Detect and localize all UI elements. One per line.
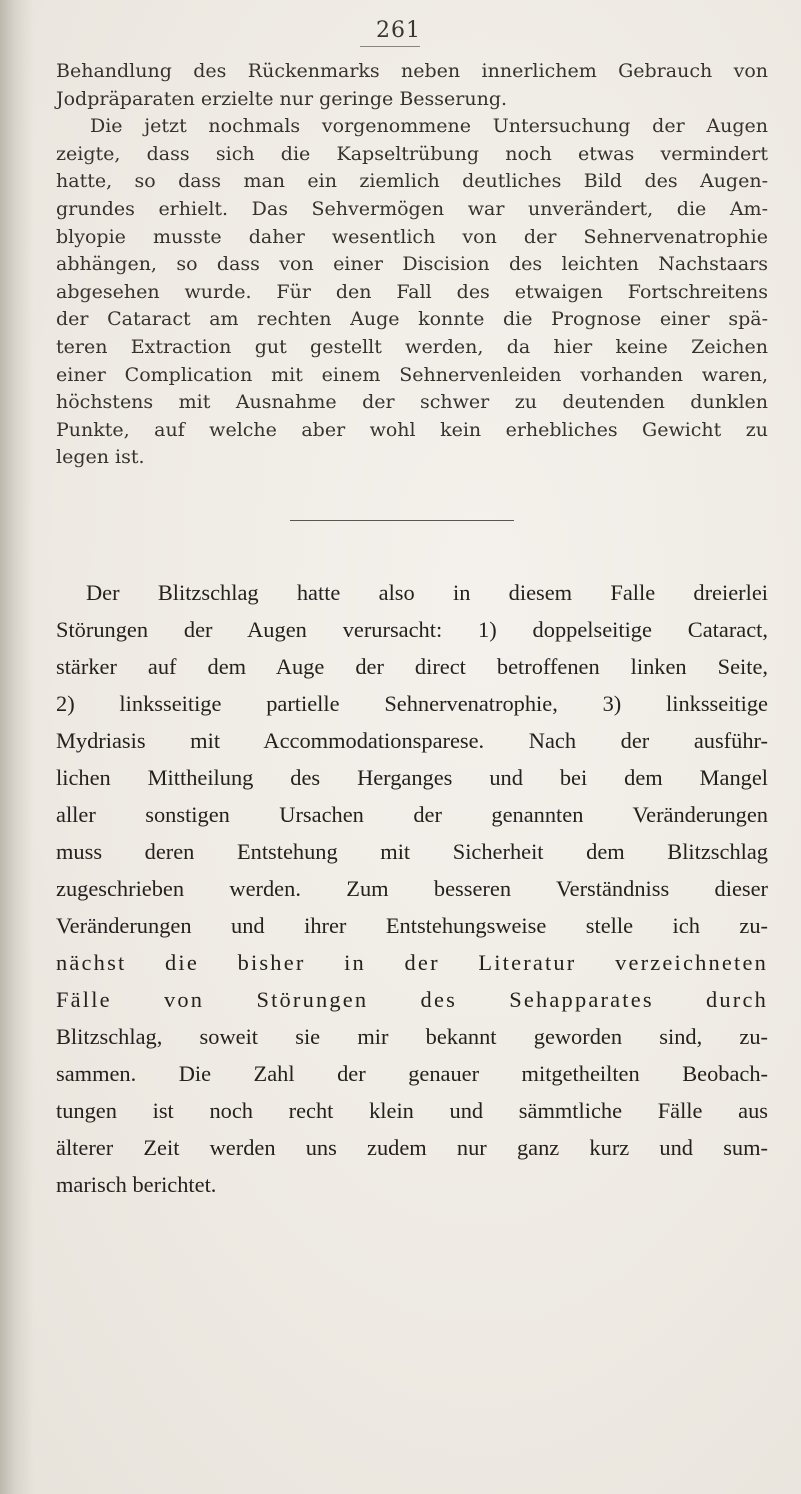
main-line: 2) linksseitige partielle Sehnervenatrophie, 3) linksseitige (56, 691, 768, 716)
case-note-paragraph (56, 58, 768, 472)
main-line: stärker auf dem Auge der direct betroffenen linken Seite, (56, 654, 768, 679)
note-line: teren Extraction gut gestellt werden, da hier keine Zeichen (56, 335, 768, 358)
page-number: 261 (376, 18, 421, 43)
note-line: höchstens mit Ausnahme der schwer zu deutenden dunklen (56, 391, 768, 414)
note-line: Jodpräparaten erzielte nur geringe Besserung. (56, 87, 508, 110)
main-paragraph (56, 574, 768, 1203)
main-line: Der Blitzschlag hatte also in diesem Falle dreierlei (86, 580, 768, 605)
main-line: nächst die bisher in der Literatur verzeichneten (56, 950, 768, 975)
note-line: Die jetzt nochmals vorgenommene Untersuchung der Augen (90, 115, 768, 138)
note-line: blyopie musste daher wesentlich von der Sehnervenatrophie (56, 225, 768, 248)
note-line: legen ist. (56, 446, 145, 469)
main-line: lichen Mittheilung des Herganges und bei dem Mangel (56, 765, 768, 790)
page-number-underline (360, 46, 420, 47)
main-line: marisch berichtet. (56, 1172, 217, 1197)
note-line: grundes erhielt. Das Sehvermögen war unverändert, die Am- (56, 197, 768, 220)
note-line: abgesehen wurde. Für den Fall des etwaigen Fortschreitens (56, 280, 768, 303)
main-line: zugeschrieben werden. Zum besseren Verständniss dieser (56, 876, 768, 901)
note-line: abhängen, so dass von einer Discision des leichten Nachstaars (56, 253, 768, 276)
main-line: aller sonstigen Ursachen der genannten Veränderungen (56, 802, 768, 827)
note-line: zeigte, dass sich die Kapseltrübung noch etwas vermindert (56, 142, 768, 165)
main-line: sammen. Die Zahl der genauer mitgetheilten Beobach- (56, 1061, 768, 1086)
note-line: einer Complication mit einem Sehnervenleiden vorhanden waren, (56, 363, 768, 386)
section-divider (290, 520, 514, 521)
main-line: muss deren Entstehung mit Sicherheit dem Blitzschlag (56, 839, 768, 864)
main-line: Fälle von Störungen des Sehapparates durch (56, 987, 768, 1012)
main-line: älterer Zeit werden uns zudem nur ganz kurz und sum- (56, 1135, 768, 1160)
main-line: tungen ist noch recht klein und sämmtliche Fälle aus (56, 1098, 768, 1123)
main-line: Störungen der Augen verursacht: 1) doppelseitige Cataract, (56, 617, 768, 642)
main-line: Veränderungen und ihrer Entstehungsweise stelle ich zu- (56, 913, 768, 938)
main-line: Blitzschlag, soweit sie mir bekannt geworden sind, zu- (56, 1024, 768, 1049)
note-line: der Cataract am rechten Auge konnte die Prognose einer spä- (56, 308, 768, 331)
binding-shadow (0, 0, 34, 1494)
main-line: Mydriasis mit Accommodationsparese. Nach der ausführ- (56, 728, 768, 753)
note-line: Behandlung des Rückenmarks neben innerlichem Gebrauch von (56, 60, 768, 82)
note-line: Punkte, auf welche aber wohl kein erhebliches Gewicht zu (56, 418, 768, 441)
note-line: hatte, so dass man ein ziemlich deutliches Bild des Augen- (56, 170, 768, 193)
